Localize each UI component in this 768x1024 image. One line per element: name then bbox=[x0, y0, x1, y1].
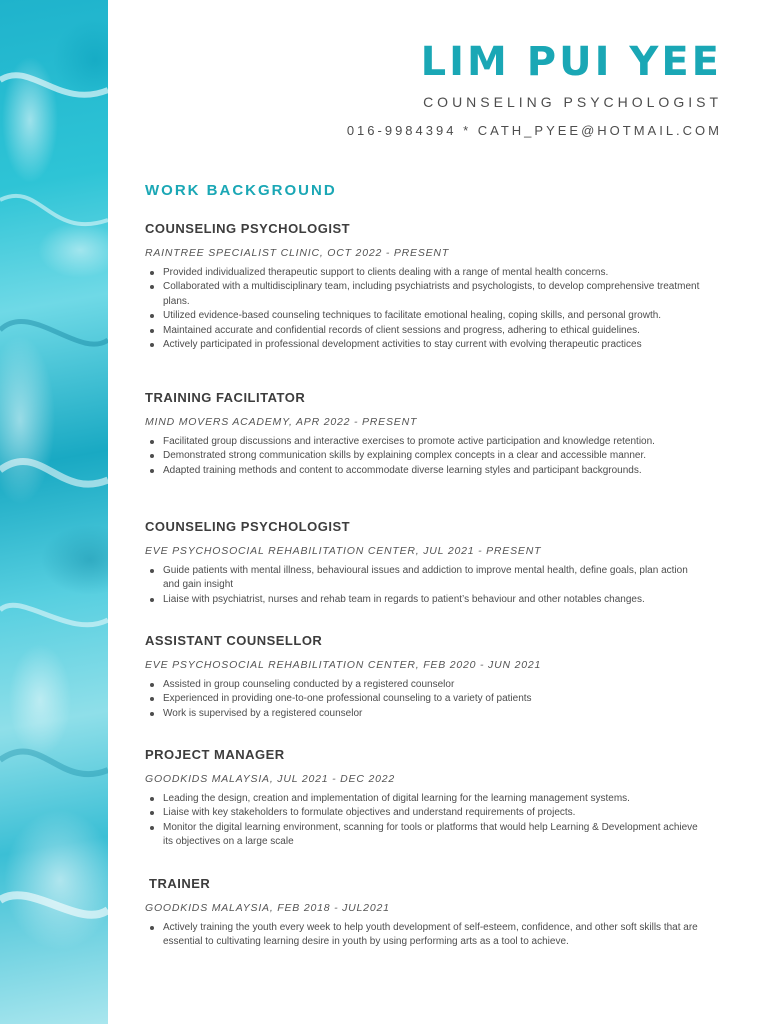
bullet-item: Utilized evidence-based counseling techniques to facilitate emotional healing, coping skills, and personal growth. bbox=[145, 309, 705, 323]
bullet-item: Liaise with psychiatrist, nurses and rehab team in regards to patient’s behaviour and other notables changes. bbox=[145, 593, 705, 607]
job-entry bbox=[145, 633, 705, 721]
work-background-heading: WORK BACKGROUND bbox=[145, 182, 337, 199]
resume-header bbox=[347, 38, 722, 138]
candidate-name: LIM PUI YEE bbox=[420, 39, 722, 85]
bullet-item: Monitor the digital learning environment, scanning for tools or platforms that would help Learning & Development achieve its objectives on a large scale bbox=[145, 821, 705, 850]
decorative-sidebar-image bbox=[0, 0, 108, 1024]
job-entry bbox=[145, 390, 705, 478]
job-entry bbox=[145, 747, 705, 850]
bullet-item: Adapted training methods and content to accommodate diverse learning styles and participant backgrounds. bbox=[145, 464, 705, 478]
bullet-item: Work is supervised by a registered counselor bbox=[145, 707, 705, 721]
job-bullets bbox=[145, 921, 709, 950]
bullet-item: Actively training the youth every week to help youth development of self-esteem, confidence, and other soft skills that are essential to cultivating learning desire in youth by using performing arts as a tool to achieve. bbox=[145, 921, 709, 950]
job-bullets bbox=[145, 564, 705, 607]
job-role: COUNSELING PSYCHOLOGIST bbox=[145, 519, 351, 534]
job-meta: EVE PSYCHOSOCIAL REHABILITATION CENTER, FEB 2020 - JUN 2021 bbox=[145, 659, 542, 671]
marble-texture bbox=[0, 0, 108, 1024]
job-bullets bbox=[145, 792, 705, 850]
job-entry bbox=[145, 876, 709, 950]
bullet-item: Experienced in providing one-to-one professional counseling to a variety of patients bbox=[145, 692, 705, 706]
bullet-item: Liaise with key stakeholders to formulate objectives and understand requirements of projects. bbox=[145, 806, 705, 820]
job-role: ASSISTANT COUNSELLOR bbox=[145, 633, 323, 648]
contact-info: 016-9984394 * CATH_PYEE@HOTMAIL.COM bbox=[346, 123, 722, 138]
bullet-item: Maintained accurate and confidential records of client sessions and progress, adhering to ethical guidelines. bbox=[145, 324, 705, 338]
job-meta: GOODKIDS MALAYSIA, JUL 2021 - DEC 2022 bbox=[145, 773, 396, 785]
bullet-item: Actively participated in professional development activities to stay current with evolving therapeutic practices bbox=[145, 338, 705, 352]
job-bullets bbox=[145, 678, 705, 721]
candidate-title: COUNSELING PSYCHOLOGIST bbox=[423, 94, 722, 110]
bullet-item: Collaborated with a multidisciplinary team, including psychiatrists and psychologists, to develop comprehensive treatment plans. bbox=[145, 280, 705, 309]
job-meta: MIND MOVERS ACADEMY, APR 2022 - PRESENT bbox=[145, 416, 418, 428]
bullet-item: Assisted in group counseling conducted by a registered counselor bbox=[145, 678, 705, 692]
bullet-item: Facilitated group discussions and interactive exercises to promote active participation and knowledge retention. bbox=[145, 435, 705, 449]
job-entry bbox=[145, 221, 705, 352]
bullet-item: Demonstrated strong communication skills by explaining complex concepts in a clear and accessible manner. bbox=[145, 449, 705, 463]
job-meta: GOODKIDS MALAYSIA, FEB 2018 - JUL2021 bbox=[145, 902, 390, 914]
bullet-item: Leading the design, creation and implementation of digital learning for the learning management systems. bbox=[145, 792, 705, 806]
bullet-item: Provided individualized therapeutic support to clients dealing with a range of mental health concerns. bbox=[145, 266, 705, 280]
job-meta: EVE PSYCHOSOCIAL REHABILITATION CENTER, JUL 2021 - PRESENT bbox=[145, 545, 542, 557]
job-bullets bbox=[145, 435, 705, 478]
job-meta: RAINTREE SPECIALIST CLINIC, OCT 2022 - PRESENT bbox=[145, 247, 450, 259]
bullet-item: Guide patients with mental illness, behavioural issues and addiction to improve mental health, define goals, plan action and gain insight bbox=[145, 564, 705, 593]
job-role: COUNSELING PSYCHOLOGIST bbox=[145, 221, 351, 236]
job-role: TRAINER bbox=[149, 876, 211, 891]
job-bullets bbox=[145, 266, 705, 352]
job-entry bbox=[145, 519, 705, 607]
job-role: TRAINING FACILITATOR bbox=[145, 390, 306, 405]
job-role: PROJECT MANAGER bbox=[145, 747, 285, 762]
